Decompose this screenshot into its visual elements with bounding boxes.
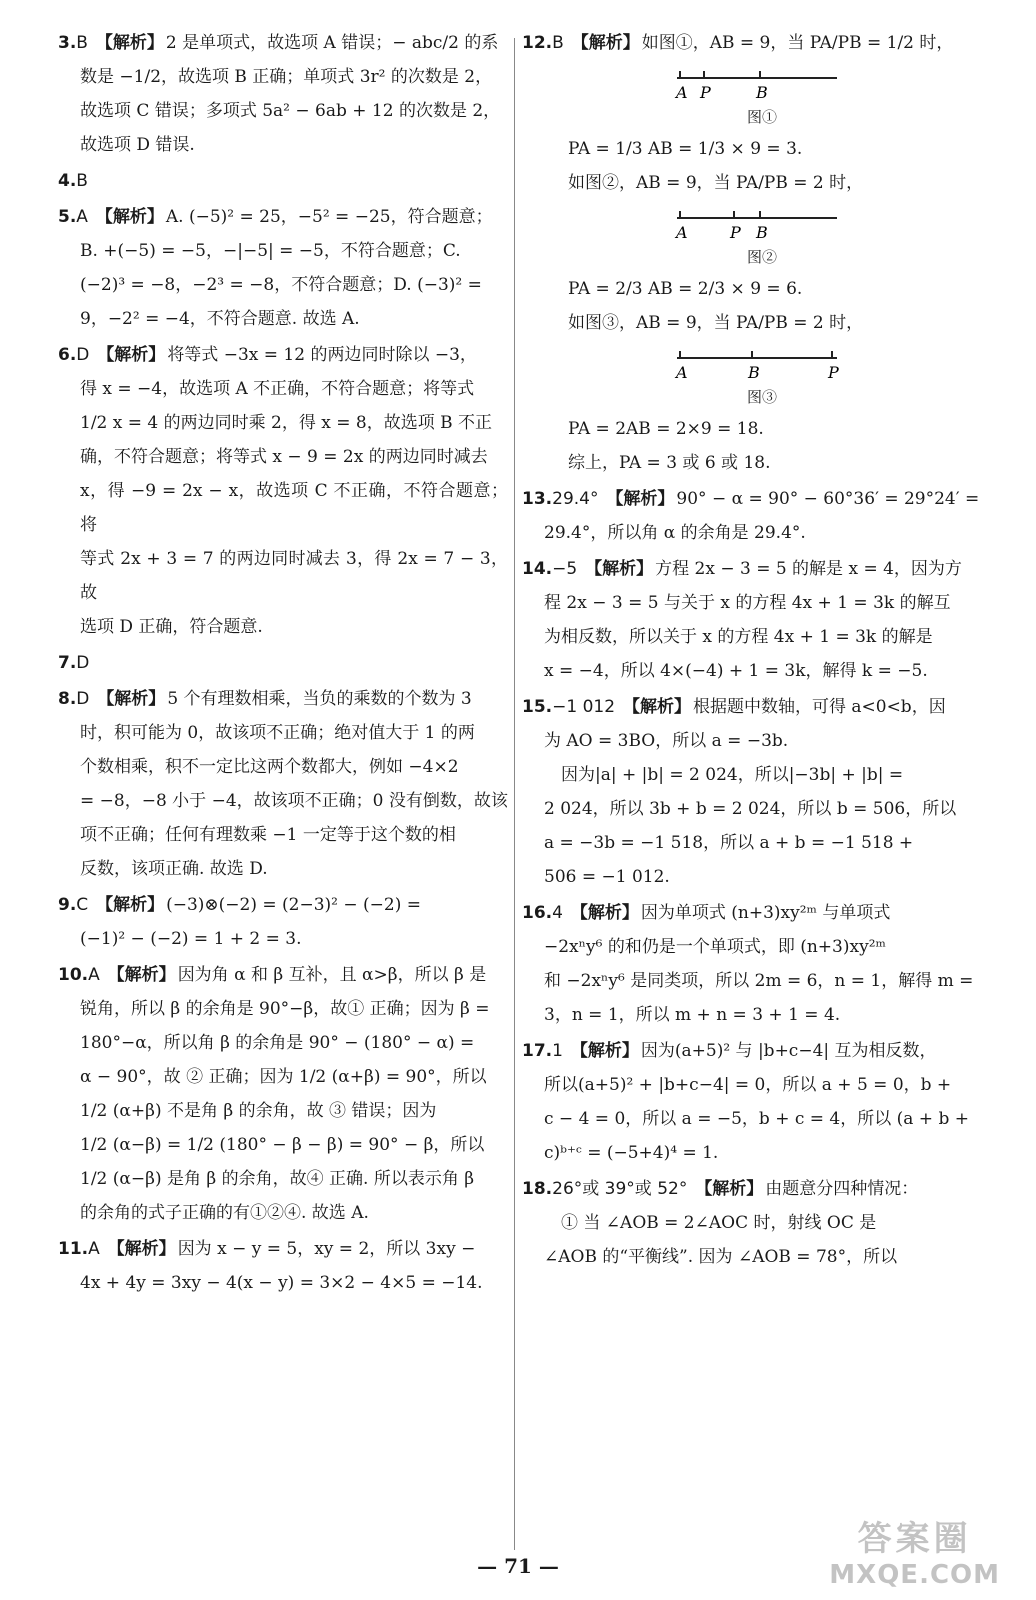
explanation-line: 因为单项式 (n+3)xy²ᵐ 与单项式 <box>640 903 891 923</box>
explanation-line: PA = 2AB = 2×9 = 18. <box>568 419 764 439</box>
explanation-line: 确，不符合题意；将等式 x − 9 = 2x 的两边同时减去 <box>80 447 488 467</box>
explanation-line: 1/2 (α−β) = 1/2 (180° − β − β) = 90° − β，所以 <box>80 1135 485 1155</box>
answer-choice: B <box>76 33 88 53</box>
explanation-line: 锐角，所以 β 的余角是 90°−β，故① 正确；因为 β = <box>80 999 490 1019</box>
question-number: 18. <box>522 1179 553 1199</box>
answer-item <box>58 888 508 956</box>
answer-item <box>58 958 508 1230</box>
explanation-line: 5 个有理数相乘，当负的乘数的个数为 3 <box>167 689 472 709</box>
answer-item <box>58 26 508 162</box>
explanation-line: 因为(a+5)² 与 |b+c−4| 互为相反数， <box>640 1041 937 1061</box>
explanation-line: A. (−5)² = 25，−5² = −25，符合题意； <box>165 207 493 227</box>
watermark-top: 答案圈 <box>857 1519 972 1559</box>
explanation-line: 综上，PA = 3 或 6 或 18. <box>568 453 771 473</box>
question-number: 14. <box>522 559 553 579</box>
question-number: 15. <box>522 697 553 717</box>
answer-item <box>58 682 508 886</box>
question-number: 13. <box>522 489 553 509</box>
answer-item <box>522 552 980 688</box>
explanation-line: 程 2x − 3 = 5 与关于 x 的方程 4x + 1 = 3k 的解互 <box>544 593 951 613</box>
explanation-line: 如图②，AB = 9，当 PA/PB = 2 时， <box>568 173 864 193</box>
explanation-line: (−2)³ = −8，−2³ = −8，不符合题意；D. (−3)² = <box>80 275 482 295</box>
question-number: 5. <box>58 207 77 227</box>
figure-caption: 图② <box>746 248 777 266</box>
explanation-line: 为 AO = 3BO，所以 a = −3b. <box>544 731 789 751</box>
explanation-line: 因为|a| + |b| = 2 024，所以|−3b| + |b| = <box>544 765 904 785</box>
explanation-line: ∠AOB 的“平衡线”. 因为 ∠AOB = 78°，所以 <box>544 1247 898 1267</box>
explanation-line: x，得 −9 = 2x − x，故选项 C 不正确，不符合题意；将 <box>80 481 508 535</box>
point-label: A <box>676 223 688 242</box>
point-label: P <box>700 83 711 102</box>
explanation-line: a = −3b = −1 518，所以 a + b = −1 518 + <box>544 833 914 853</box>
explanation-line: 为相反数，所以关于 x 的方程 4x + 1 = 3k 的解是 <box>544 627 933 647</box>
answer-item <box>522 1034 980 1170</box>
figure-1 <box>672 66 852 128</box>
answer-choice: D <box>76 653 90 673</box>
analysis-tag: 【解析】 <box>91 345 166 365</box>
explanation-line: 如图③，AB = 9，当 PA/PB = 2 时， <box>568 313 864 333</box>
explanation-line: PA = 1/3 AB = 1/3 × 9 = 3. <box>568 139 803 159</box>
explanation-line: 选项 D 正确，符合题意. <box>80 617 263 637</box>
point-label: A <box>676 83 688 102</box>
question-number: 8. <box>58 689 77 709</box>
answer-item <box>58 200 508 336</box>
explanation-line: 个数相乘，积不一定比这两个数都大，例如 −4×2 <box>80 757 459 777</box>
question-number: 4. <box>58 171 77 191</box>
explanation-line: 90° − α = 90° − 60°36′ = 29°24′ = <box>676 489 980 509</box>
explanation-line: 方程 2x − 3 = 5 的解是 x = 4，因为方 <box>655 559 962 579</box>
question-number: 16. <box>522 903 553 923</box>
explanation-line: 如图①，AB = 9，当 PA/PB = 1/2 时， <box>641 33 954 53</box>
explanation-line: (−1)² − (−2) = 1 + 2 = 3. <box>80 929 302 949</box>
explanation-line: α − 90°，故 ② 正确；因为 1/2 (α+β) = 90°，所以 <box>80 1067 487 1087</box>
point-label: B <box>748 363 760 382</box>
analysis-tag: 【解析】 <box>689 1179 764 1199</box>
question-number: 17. <box>522 1041 553 1061</box>
line-segment-diagram <box>672 66 852 106</box>
answer-choice: −5 <box>552 559 578 579</box>
analysis-tag: 【解析】 <box>564 903 639 923</box>
analysis-tag: 【解析】 <box>89 207 164 227</box>
explanation-line: 3，n = 1，所以 m + n = 3 + 1 = 4. <box>544 1005 841 1025</box>
point-label: B <box>756 83 768 102</box>
watermark <box>829 1511 1000 1590</box>
explanation-line: = −8，−8 小于 −4，故该项不正确；0 没有倒数，故该 <box>80 791 508 811</box>
analysis-tag: 【解析】 <box>565 33 640 53</box>
line-segment-diagram <box>672 206 852 246</box>
analysis-tag: 【解析】 <box>89 33 164 53</box>
explanation-line: ① 当 ∠AOB = 2∠AOC 时，射线 OC 是 <box>544 1213 877 1233</box>
answer-choice: C <box>76 895 89 915</box>
point-label: P <box>828 363 839 382</box>
explanation-line: (−3)⊗(−2) = (2−3)² − (−2) = <box>166 895 422 915</box>
answer-item <box>58 164 508 198</box>
figure-3 <box>672 346 852 408</box>
question-number: 12. <box>522 33 553 53</box>
explanation-line: 根据题中数轴，可得 a<0<b，因 <box>692 697 946 717</box>
analysis-tag: 【解析】 <box>101 1239 176 1259</box>
answer-choice: 26°或 39°或 52° <box>552 1179 688 1199</box>
point-label: P <box>730 223 741 242</box>
analysis-tag: 【解析】 <box>564 1041 639 1061</box>
explanation-line: 29.4°，所以角 α 的余角是 29.4°. <box>544 523 806 543</box>
explanation-line: B. +(−5) = −5，−|−5| = −5，不符合题意；C. <box>80 241 461 261</box>
answer-choice: 29.4° <box>552 489 599 509</box>
explanation-line: x = −4，所以 4×(−4) + 1 = 3k，解得 k = −5. <box>544 661 928 681</box>
figure-caption: 图① <box>746 108 777 126</box>
answer-choice: 1 <box>552 1041 563 1061</box>
answer-choice: 4 <box>552 903 563 923</box>
explanation-line: 180°−α，所以角 β 的余角是 90° − (180° − α) = <box>80 1033 475 1053</box>
answer-choice: B <box>552 33 564 53</box>
explanation-line: 1/2 (α−β) 是角 β 的余角，故④ 正确. 所以表示角 β <box>80 1169 475 1189</box>
answer-item <box>522 1172 980 1274</box>
question-number: 7. <box>58 653 77 673</box>
explanation-line: 因为 x − y = 5，xy = 2，所以 3xy − <box>177 1239 476 1259</box>
explanation-line: 时，积可能为 0，故该项不正确；绝对值大于 1 的两 <box>80 723 475 743</box>
explanation-line: 1/2 (α+β) 不是角 β 的余角，故 ③ 错误；因为 <box>80 1101 437 1121</box>
page-number: — 71 — <box>477 1554 559 1578</box>
answer-choice: D <box>76 689 90 709</box>
explanation-line: 4x + 4y = 3xy − 4(x − y) = 3×2 − 4×5 = −14. <box>80 1273 483 1293</box>
explanation-line: 数是 −1/2，故选项 B 正确；单项式 3r² 的次数是 2， <box>80 67 493 87</box>
right-column <box>522 26 980 1276</box>
question-number: 3. <box>58 33 77 53</box>
explanation-line: c − 4 = 0，所以 a = −5，b + c = 4，所以 (a + b + <box>544 1109 969 1129</box>
answer-item <box>58 338 508 644</box>
explanation-line: 2 是单项式，故选项 A 错误；− abc/2 的系 <box>165 33 499 53</box>
explanation-line: 的余角的式子正确的有①②④. 故选 A. <box>80 1203 369 1223</box>
explanation-line: 故选项 D 错误. <box>80 135 195 155</box>
explanation-line: 故选项 C 错误；多项式 5a² − 6ab + 12 的次数是 2， <box>80 101 501 121</box>
question-number: 11. <box>58 1239 89 1259</box>
watermark-bottom: MXQE.COM <box>829 1560 1000 1590</box>
answer-item <box>58 1232 508 1300</box>
left-column <box>58 26 508 1302</box>
answer-item-12 <box>522 26 980 480</box>
answer-choice: A <box>88 1239 100 1259</box>
figure-2 <box>672 206 852 268</box>
answer-choice: A <box>88 965 100 985</box>
explanation-line: 得 x = −4，故选项 A 不正确，不符合题意；将等式 <box>80 379 475 399</box>
answer-choice: −1 012 <box>552 697 616 717</box>
explanation-line: 1/2 x = 4 的两边同时乘 2，得 x = 8，故选项 B 不正 <box>80 413 493 433</box>
answer-item <box>58 646 508 680</box>
line-segment-diagram <box>672 346 852 386</box>
answer-item <box>522 896 980 1032</box>
explanation-line: 由题意分四种情况： <box>765 1179 919 1199</box>
explanation-line: 9，−2² = −4，不符合题意. 故选 A. <box>80 309 360 329</box>
answer-item <box>522 482 980 550</box>
question-number: 9. <box>58 895 77 915</box>
explanation-line: c)ᵇ⁺ᶜ = (−5+4)⁴ = 1. <box>544 1143 719 1163</box>
explanation-line: PA = 2/3 AB = 2/3 × 9 = 6. <box>568 279 803 299</box>
explanation-line: 2 024，所以 3b + b = 2 024，所以 b = 506，所以 <box>544 799 957 819</box>
figure-caption: 图③ <box>746 388 777 406</box>
analysis-tag: 【解析】 <box>579 559 654 579</box>
analysis-tag: 【解析】 <box>617 697 691 717</box>
question-number: 6. <box>58 345 77 365</box>
explanation-line: −2xⁿy⁶ 的和仍是一个单项式，即 (n+3)xy²ᵐ <box>544 937 886 957</box>
explanation-line: 项不正确；任何有理数乘 −1 一定等于这个数的相 <box>80 825 456 845</box>
point-label: A <box>676 363 688 382</box>
point-label: B <box>756 223 768 242</box>
explanation-line: 等式 2x + 3 = 7 的两边同时减去 3，得 2x = 7 − 3，故 <box>80 549 508 603</box>
explanation-line: 506 = −1 012. <box>544 867 670 887</box>
analysis-tag: 【解析】 <box>90 895 165 915</box>
explanation-line: 和 −2xⁿy⁶ 是同类项，所以 2m = 6，n = 1，解得 m = <box>544 971 974 991</box>
answer-choice: A <box>76 207 88 227</box>
explanation-line: 所以(a+5)² + |b+c−4| = 0，所以 a + 5 = 0，b + <box>544 1075 952 1095</box>
analysis-tag: 【解析】 <box>600 489 675 509</box>
analysis-tag: 【解析】 <box>91 689 166 709</box>
explanation-line: 反数，该项正确. 故选 D. <box>80 859 268 879</box>
question-number: 10. <box>58 965 89 985</box>
answer-choice: B <box>76 171 88 191</box>
analysis-tag: 【解析】 <box>101 965 176 985</box>
explanation-line: 将等式 −3x = 12 的两边同时除以 −3， <box>167 345 477 365</box>
answer-item <box>522 690 980 894</box>
explanation-line: 因为角 α 和 β 互补，且 α>β，所以 β 是 <box>177 965 487 985</box>
column-divider <box>514 38 515 1550</box>
answer-choice: D <box>76 345 90 365</box>
